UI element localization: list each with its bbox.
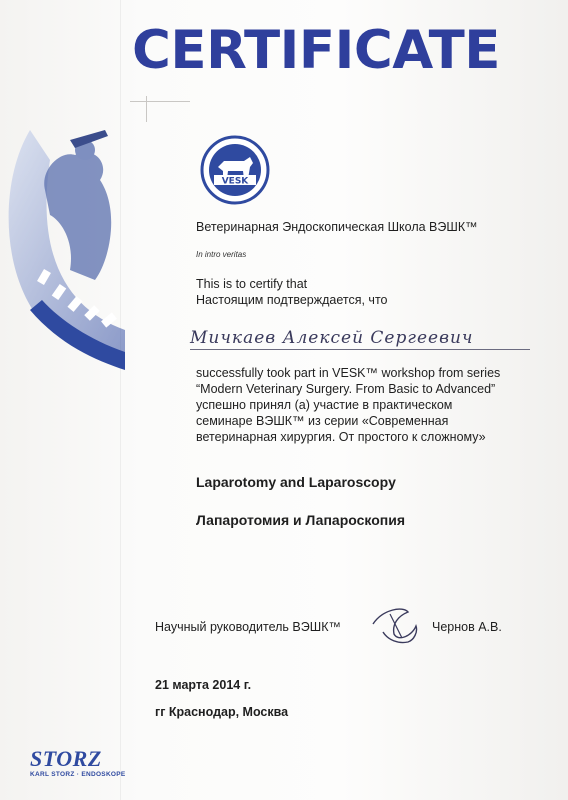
- course-title-ru: Лапаротомия и Лапароскопия: [196, 512, 406, 528]
- certify-text: [196, 276, 387, 308]
- vesk-logo-icon: [200, 135, 270, 205]
- motto: In intro veritas: [196, 250, 247, 259]
- svg-text:VESK: VESK: [221, 176, 249, 187]
- certify-en: This is to certify that: [196, 277, 308, 291]
- crop-mark-vertical: [146, 96, 147, 122]
- supervisor-signature-icon: [368, 604, 428, 644]
- storz-brand-name: STORZ: [30, 746, 102, 771]
- certificate-body: [196, 365, 500, 445]
- recipient-signature: Мичкаев Алексей Сергеевич: [190, 328, 474, 348]
- crop-mark: [130, 101, 190, 102]
- certificate-title: CERTIFICATE: [132, 20, 500, 81]
- storz-tagline: KARL STORZ · ENDOSKOPE: [30, 771, 126, 778]
- storz-logo: [30, 748, 126, 778]
- body-line: ветеринарная хирургия. От простого к сложному»: [196, 430, 486, 444]
- supervisor-name: Чернов А.В.: [432, 620, 502, 634]
- body-line: “Modern Veterinary Surgery. From Basic to Advanced”: [196, 382, 496, 396]
- course-title-en: Laparotomy and Laparoscopy: [196, 474, 396, 490]
- school-name: Ветеринарная Эндоскопическая Школа ВЭШК™: [196, 220, 478, 234]
- body-line: успешно принял (а) участие в практическом: [196, 398, 453, 412]
- issue-place: гг Краснодар, Москва: [155, 705, 289, 719]
- supervisor-label: Научный руководитель ВЭШК™: [155, 620, 341, 634]
- signature-line: [190, 349, 530, 350]
- certify-ru: Настоящим подтверждается, что: [196, 293, 388, 307]
- body-line: successfully took part in VESK™ workshop from series: [196, 366, 501, 380]
- vet-figure-artwork-icon: [0, 120, 130, 370]
- issue-date: 21 марта 2014 г.: [155, 678, 252, 692]
- body-line: семинаре ВЭШК™ из серии «Современная: [196, 414, 449, 428]
